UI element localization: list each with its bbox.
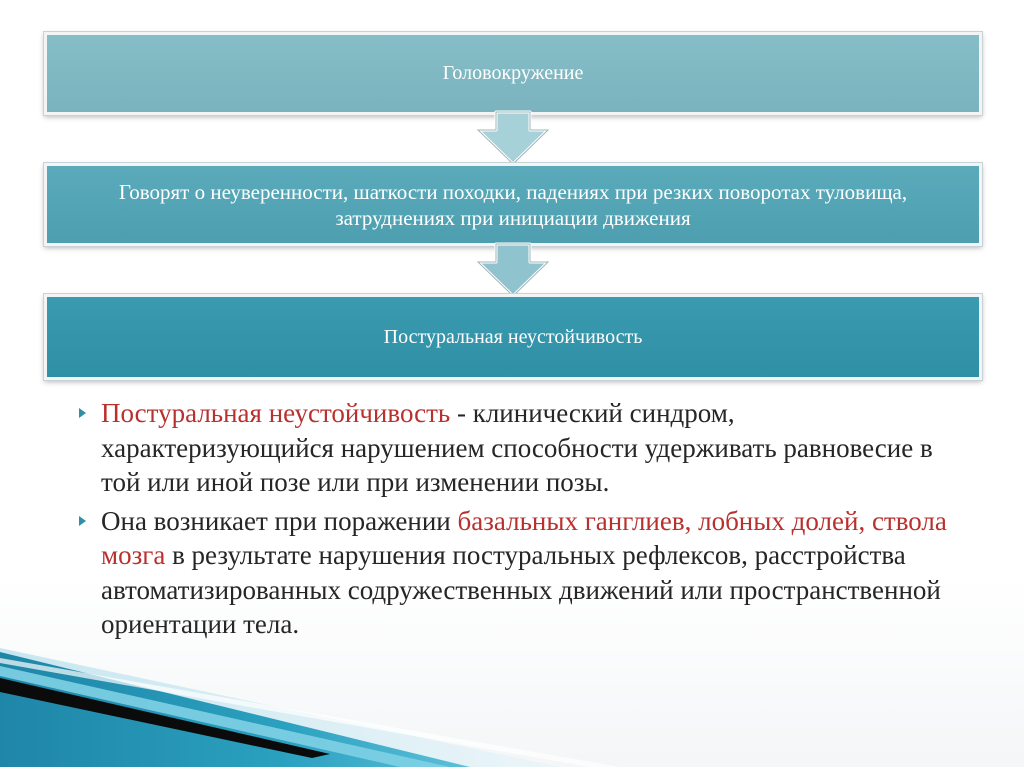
flow-box-postural-instability [44,294,982,380]
triangle-bullet-icon [78,396,88,430]
decorative-stripes [0,630,1024,767]
down-arrow-icon [476,110,550,168]
term-postural-instability: Постуральная неустойчивость [101,398,451,428]
causes-lead-text: Она возникает при поражении [101,505,458,536]
flow-box-dizziness [44,32,982,115]
triangle-bullet-icon [78,504,88,538]
flow-box-complaints-text: Говорят о неуверенности, шаткости походки, падениях при резких поворотах туловища, затруднениях при инициации движения [118,179,908,230]
bullet-list [78,396,958,646]
flow-box-complaints [44,163,982,246]
flow-box-postural-instability-text: Постуральная неустойчивость [383,325,643,348]
definition-text: - клинический синдром, характеризующийся нарушением способности удерживать равновесие в той или иной позе или при изменении позы. [101,398,933,497]
causes-rest-text: в результате нарушения постуральных рефлексов, расстройства автоматизированных содружественных движений или пространственной ориентации тела. [101,540,941,639]
bullet-item-definition [78,396,958,500]
flow-box-dizziness-text: Головокружение [442,62,584,84]
bullet-item-causes [78,504,958,642]
brain-regions-highlight: базальных ганглиев, лобных долей, ствола мозга [101,505,947,570]
down-arrow-icon [476,242,550,300]
